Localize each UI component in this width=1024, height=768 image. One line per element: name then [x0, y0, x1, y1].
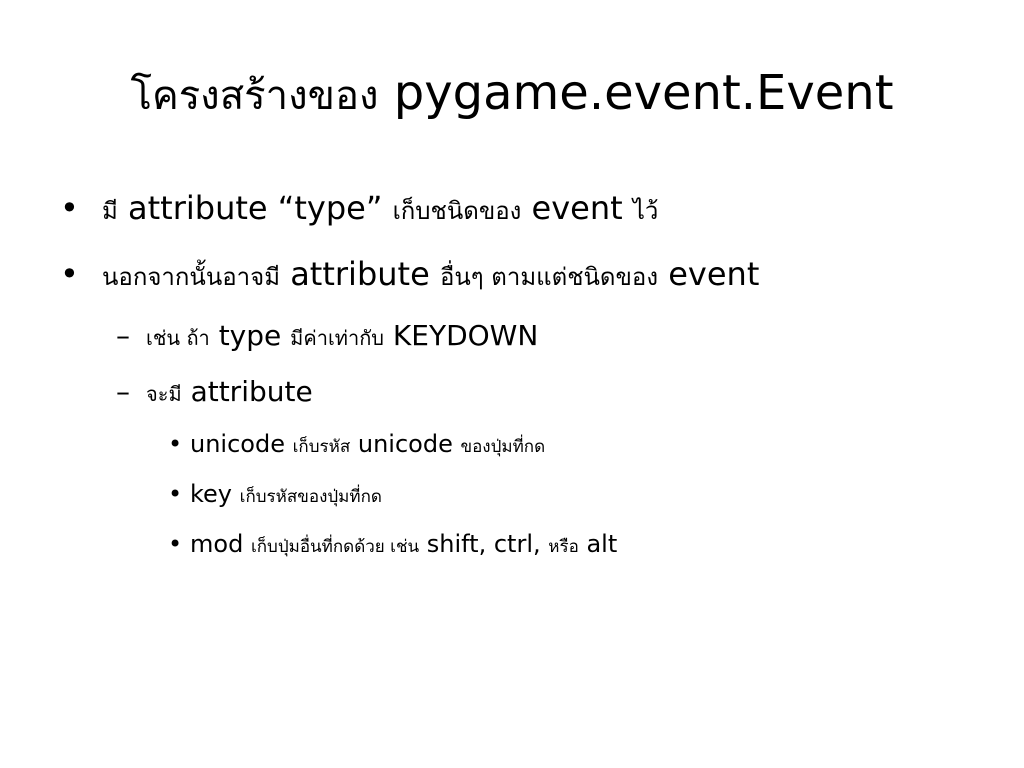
bullet-text: เก็บปุ่มอื่นที่กดด้วย เช่น — [250, 537, 420, 557]
sub-sub-bullet-item — [190, 528, 617, 563]
bullet-marker: • — [60, 189, 79, 227]
bullet-text: event — [668, 255, 760, 293]
bullet-text: จะมี — [146, 382, 182, 406]
bullet-text: เก็บรหัสของปุ่มที่กด — [239, 487, 382, 507]
title-thai-text: โครงสร้างของ — [130, 73, 379, 119]
bullet-text: อื่นๆ ตามแต่ชนิดของ — [439, 263, 659, 291]
sub-sub-bullet-marker: • — [168, 530, 183, 558]
sub-sub-bullet-item — [190, 428, 545, 463]
bullet-text: alt — [586, 530, 618, 558]
sub-sub-bullet-marker: • — [168, 480, 183, 508]
sub-sub-bullet-marker: • — [168, 430, 183, 458]
sub-sub-bullet-item — [190, 478, 382, 513]
bullet-text: มีค่าเท่ากับ — [290, 326, 385, 350]
title-latin-text: pygame.event.Event — [393, 65, 894, 121]
bullet-text: เก็บรหัส — [292, 437, 351, 457]
bullet-text: shift, ctrl, — [426, 530, 541, 558]
bullet-marker: • — [60, 255, 79, 293]
sub-bullet-item — [146, 374, 313, 412]
slide-title — [0, 58, 1024, 131]
bullet-text: นอกจากนั้นอาจมี — [102, 263, 281, 291]
bullet-item — [102, 188, 658, 231]
bullet-text: เก็บชนิดของ — [392, 197, 522, 225]
bullet-item — [102, 254, 759, 297]
bullet-text: unicode — [357, 430, 453, 458]
bullet-text: มี — [102, 197, 118, 225]
bullet-text: key — [190, 480, 233, 508]
bullet-text: unicode — [190, 430, 285, 458]
bullet-text: event — [531, 189, 623, 227]
bullet-text: attribute — [290, 255, 430, 293]
bullet-text: หรือ — [548, 537, 579, 557]
bullet-text: attribute “type” — [128, 189, 383, 227]
bullet-text: attribute — [190, 375, 313, 408]
bullet-text: ของปุ่มที่กด — [460, 437, 546, 457]
bullet-text: KEYDOWN — [392, 319, 539, 352]
sub-bullet-marker: – — [116, 375, 130, 408]
bullet-text: เช่น ถ้า — [146, 326, 210, 350]
bullet-text: type — [218, 319, 282, 352]
sub-bullet-marker: – — [116, 319, 130, 352]
sub-bullet-item — [146, 318, 538, 356]
bullet-text: mod — [190, 530, 244, 558]
bullet-text: ไว้ — [632, 197, 659, 225]
